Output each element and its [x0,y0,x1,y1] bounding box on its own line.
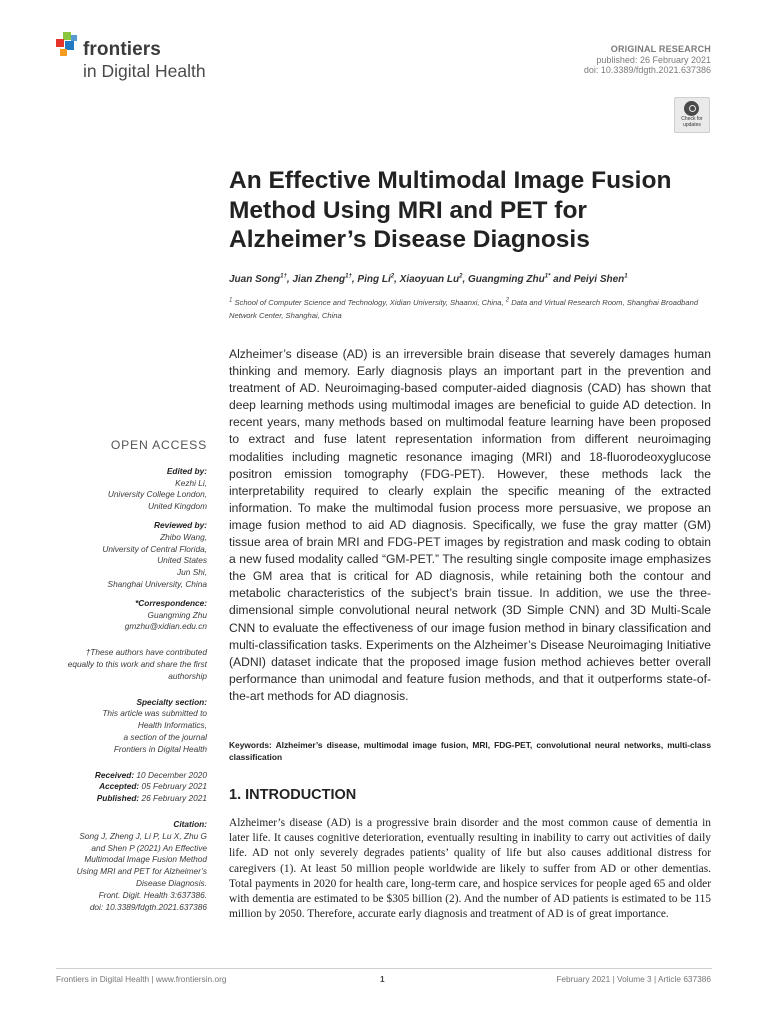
article-doi[interactable]: doi: 10.3389/fdgth.2021.637386 [583,65,711,75]
editor-line: Kezhi Li, [175,477,207,488]
author-list [229,274,709,285]
author-affiliation-sup: 2 [390,273,395,280]
author-name[interactable]: Juan Song [229,274,281,285]
sidebar [52,440,207,913]
received-date: Received: 10 December 2020 [94,769,207,780]
author-affiliation-sup: 1* [544,273,551,280]
reviewer-line: Zhibo Wang, [160,531,207,542]
article-title: An Effective Multimodal Image Fusion Method Using MRI and PET for Alzheimer’s Disease Diagnosis [229,167,672,253]
author-separator: , [286,274,293,285]
affiliation-1: School of Computer Science and Technology, Xidian University, Shaanxi, China, [232,298,506,307]
article-meta [584,44,711,76]
author-affiliation-sup: 2 [459,273,463,280]
author-name[interactable]: Ping Li [357,274,391,285]
footer-journal[interactable]: Frontiers in Digital Health | www.frontiersin.org [56,974,227,984]
citation-line: Using MRI and PET for Alzheimer’s [76,866,207,877]
author-affiliation-sup: 1† [345,273,352,280]
author-name[interactable]: Peiyi Shen [573,274,625,285]
reviewer-line: Shanghai University, China [107,578,207,589]
journal-logo[interactable] [56,32,256,82]
affiliation-2: Data and Virtual Research Room, Shanghai Broadband Network Center, Shanghai, China [229,298,699,320]
footer-article-info: February 2021 | Volume 3 | Article 637386 [556,974,711,984]
citation-line: Multimodal Image Fusion Method [84,854,207,865]
author-separator: , [394,274,400,285]
citation-line[interactable]: doi: 10.3389/fdgth.2021.637386 [89,901,207,912]
author-affiliation-sup: 1† [280,273,287,280]
specialty-line: This article was submitted to [102,708,207,719]
open-access-label: OPEN ACCESS [110,438,207,452]
accepted-date: Accepted: 05 February 2021 [99,781,207,792]
check-for-updates-button[interactable] [674,97,710,133]
reviewer-line: University of Central Florida, [102,543,207,554]
specialty-line: Frontiers in Digital Health [113,743,207,754]
citation-heading: Citation: [173,818,207,829]
editor-line: University College London, [107,489,207,500]
correspondence-name: Guangming Zhu [147,609,207,620]
citation-line: and Shen P (2021) An Effective [91,842,207,853]
author-name[interactable]: Jian Zheng [292,274,346,285]
check-for-updates-icon [684,101,699,116]
page-number: 1 [380,974,385,984]
edited-by-heading: Edited by: [166,465,207,476]
article-type: ORIGINAL RESEARCH [610,44,711,54]
citation-line: Song J, Zheng J, Li P, Lu X, Zhu G [79,830,207,841]
editor-line: United Kingdom [147,501,207,512]
keywords: Keywords: Alzheimer’s disease, multimodal image fusion, MRI, FDG-PET, convolutional neural networks, multi-class classification [229,740,711,762]
affiliations [229,296,709,322]
check-for-updates-label: Check for updates [681,116,703,128]
affiliation-sup-2: 2 [505,297,510,304]
citation-line: Front. Digit. Health 3:637386. [98,889,207,900]
author-separator: , [351,274,358,285]
intro-text: Alzheimer’s disease (AD) is a progressive brain disorder and the most common cause of dementia in later life. It causes cognitive deterioration, eventually resulting in inability to carry out activities of daily life. AD not only severely degrades patients’ quality of life but also causes additional distress for caregivers (1). At least 50 million people worldwide are likely to suffer from AD or other dementias. Total payments in 2020 for health care, long-term care, and hospice services for people aged 65 and older with dementia are estimated to be $305 billion (2). And the number of AD patients is estimated to be 115 million by 2050. Therefore, accurate early diagnosis and treatment of AD is of great importance. [229,817,711,921]
specialty-line: a section of the journal [123,731,207,742]
reviewer-line: United States [157,555,207,566]
frontiers-logo-icon [56,32,80,60]
journal-name-subtitle: in Digital Health [83,61,206,81]
author-affiliation-sup: 1 [624,273,628,280]
journal-name-frontiers: frontiers [83,39,161,60]
equal-contribution-note: †These authors have contributed equally to this work and share the first authorship [67,647,207,681]
footer-divider [56,968,712,969]
reviewer-line: Jun Shi, [177,567,207,578]
author-separator: and [550,274,574,285]
specialty-line: Health Informatics, [137,720,207,731]
correspondence-heading: *Correspondence: [135,597,207,608]
author-separator: , [462,274,469,285]
abstract: Alzheimer’s disease (AD) is an irreversible brain disease that severely damages human thinking and memory. Early diagnosis plays an important part in the prevention and treatment of AD. Neuroimaging-based computer-aided diagnosis (CAD) has shown that deep learning methods using multimodal images are beneficial to guide AD detection. In recent years, many methods based on multimodal feature learning have been proposed to extract and fuse latent representation information from different neuroimaging modalities including magnetic resonance imaging (MRI) and 18-fluorodeoxyglucose positron emission tomography (FDG-PET). However, these methods lack the interpretability required to clearly explain the specific meaning of the extracted information. To make the multimodal fusion process more persuasive, we propose an image fusion method to aid AD diagnosis. Specifically, we fuse the gray matter (GM) tissue area of brain MRI and FDG-PET images by registration and mask coding to obtain a new fused modality called “GM-PET.” The resulting single composite image emphasizes the GM area that is critical for AD diagnosis, while retaining both the contour and metabolic characteristics of the subject’s brain tissue. In addition, we use the three-dimensional simple convolutional neural network (3D Simple CNN) and 3D Multi-Scale CNN to evaluate the effectiveness of our image fusion method in binary classification and multi-classification tasks. Experiments on the Alzheimer’s Disease Neuroimaging Initiative (ADNI) dataset indicate that the proposed image fusion method achieves better overall performance than unimodal and feature fusion methods, and that it outperforms state-of-the-art methods for AD diagnosis. [229,347,711,703]
published-date-side: Published: 26 February 2021 [96,793,207,804]
author-name[interactable]: Xiaoyuan Lu [399,274,460,285]
citation-line: Disease Diagnosis. [135,877,207,888]
author-name[interactable]: Guangming Zhu [468,274,545,285]
reviewed-by-heading: Reviewed by: [153,519,207,530]
affiliation-sup-1: 1 [229,297,233,304]
intro-heading: 1. INTRODUCTION [229,787,357,803]
correspondence-email[interactable]: gmzhu@xidian.edu.cn [124,621,207,632]
published-date: published: 26 February 2021 [596,54,711,65]
specialty-heading: Specialty section: [136,696,207,707]
